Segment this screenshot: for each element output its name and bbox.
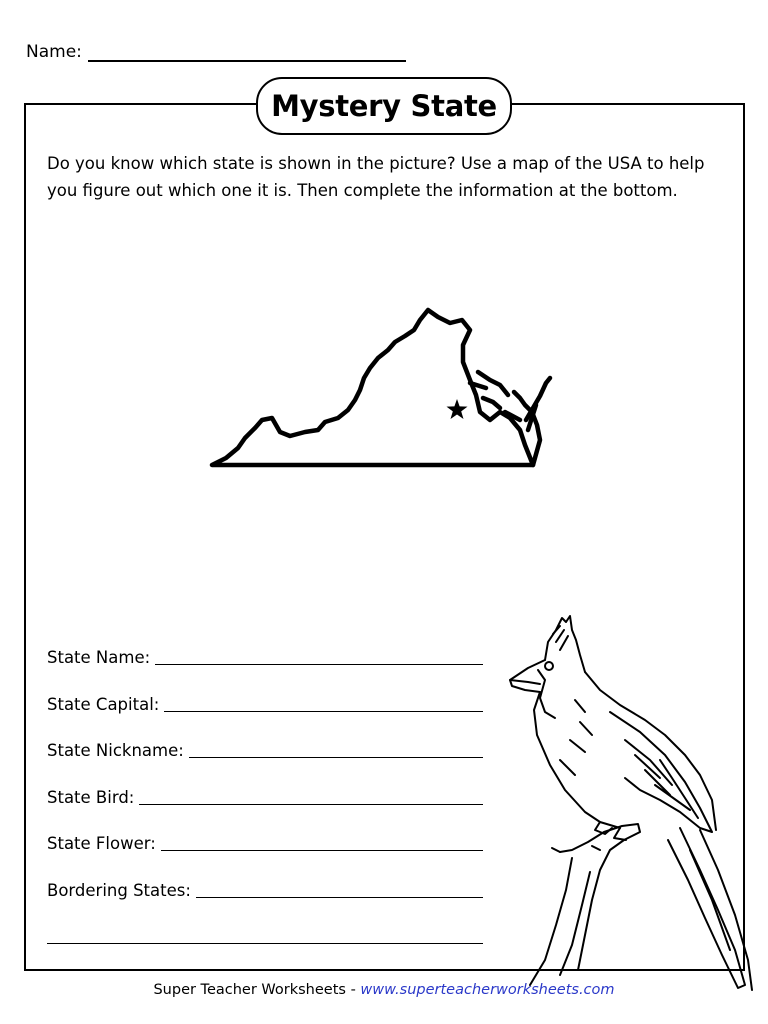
virginia-outline-icon: [200, 300, 570, 480]
instructions-text: Do you know which state is shown in the picture? Use a map of the USA to help you figure out which one it is. Then complete the information at the bottom.: [47, 154, 705, 200]
bordering-states-label: Bordering States:: [47, 880, 191, 900]
state-nickname-label: State Nickname:: [47, 741, 184, 760]
footer-link[interactable]: www.superteacherworksheets.com: [360, 982, 615, 998]
footer: [0, 982, 768, 998]
state-capital-blank[interactable]: [164, 693, 483, 712]
footer-text: Super Teacher Worksheets -: [153, 982, 361, 998]
name-label: Name:: [26, 42, 82, 62]
state-name-blank[interactable]: [155, 646, 483, 665]
state-nickname-blank[interactable]: [189, 739, 483, 758]
state-flower-blank[interactable]: [161, 832, 483, 851]
name-row: [26, 40, 406, 62]
state-info-fields: [47, 646, 483, 972]
state-bird-blank[interactable]: [139, 786, 483, 805]
bordering-states-field-row[interactable]: [47, 879, 483, 926]
state-name-field-row[interactable]: [47, 646, 483, 693]
state-bird-label: State Bird:: [47, 787, 135, 807]
capital-star-icon: [447, 399, 468, 419]
page-title: Mystery State: [256, 77, 512, 135]
bordering-states-blank[interactable]: [196, 879, 483, 898]
state-name-label: State Name:: [47, 648, 151, 667]
state-flower-label: State Flower:: [47, 834, 156, 853]
state-nickname-field-row[interactable]: [47, 739, 483, 786]
extra-line-field-row[interactable]: [47, 925, 483, 972]
extra-line-blank[interactable]: [47, 925, 483, 944]
state-flower-field-row[interactable]: [47, 832, 483, 879]
state-capital-label: State Capital:: [47, 694, 160, 714]
cardinal-bird-icon: [500, 612, 760, 1002]
state-capital-field-row[interactable]: [47, 693, 483, 740]
name-field[interactable]: [88, 40, 406, 62]
state-bird-field-row[interactable]: [47, 786, 483, 833]
